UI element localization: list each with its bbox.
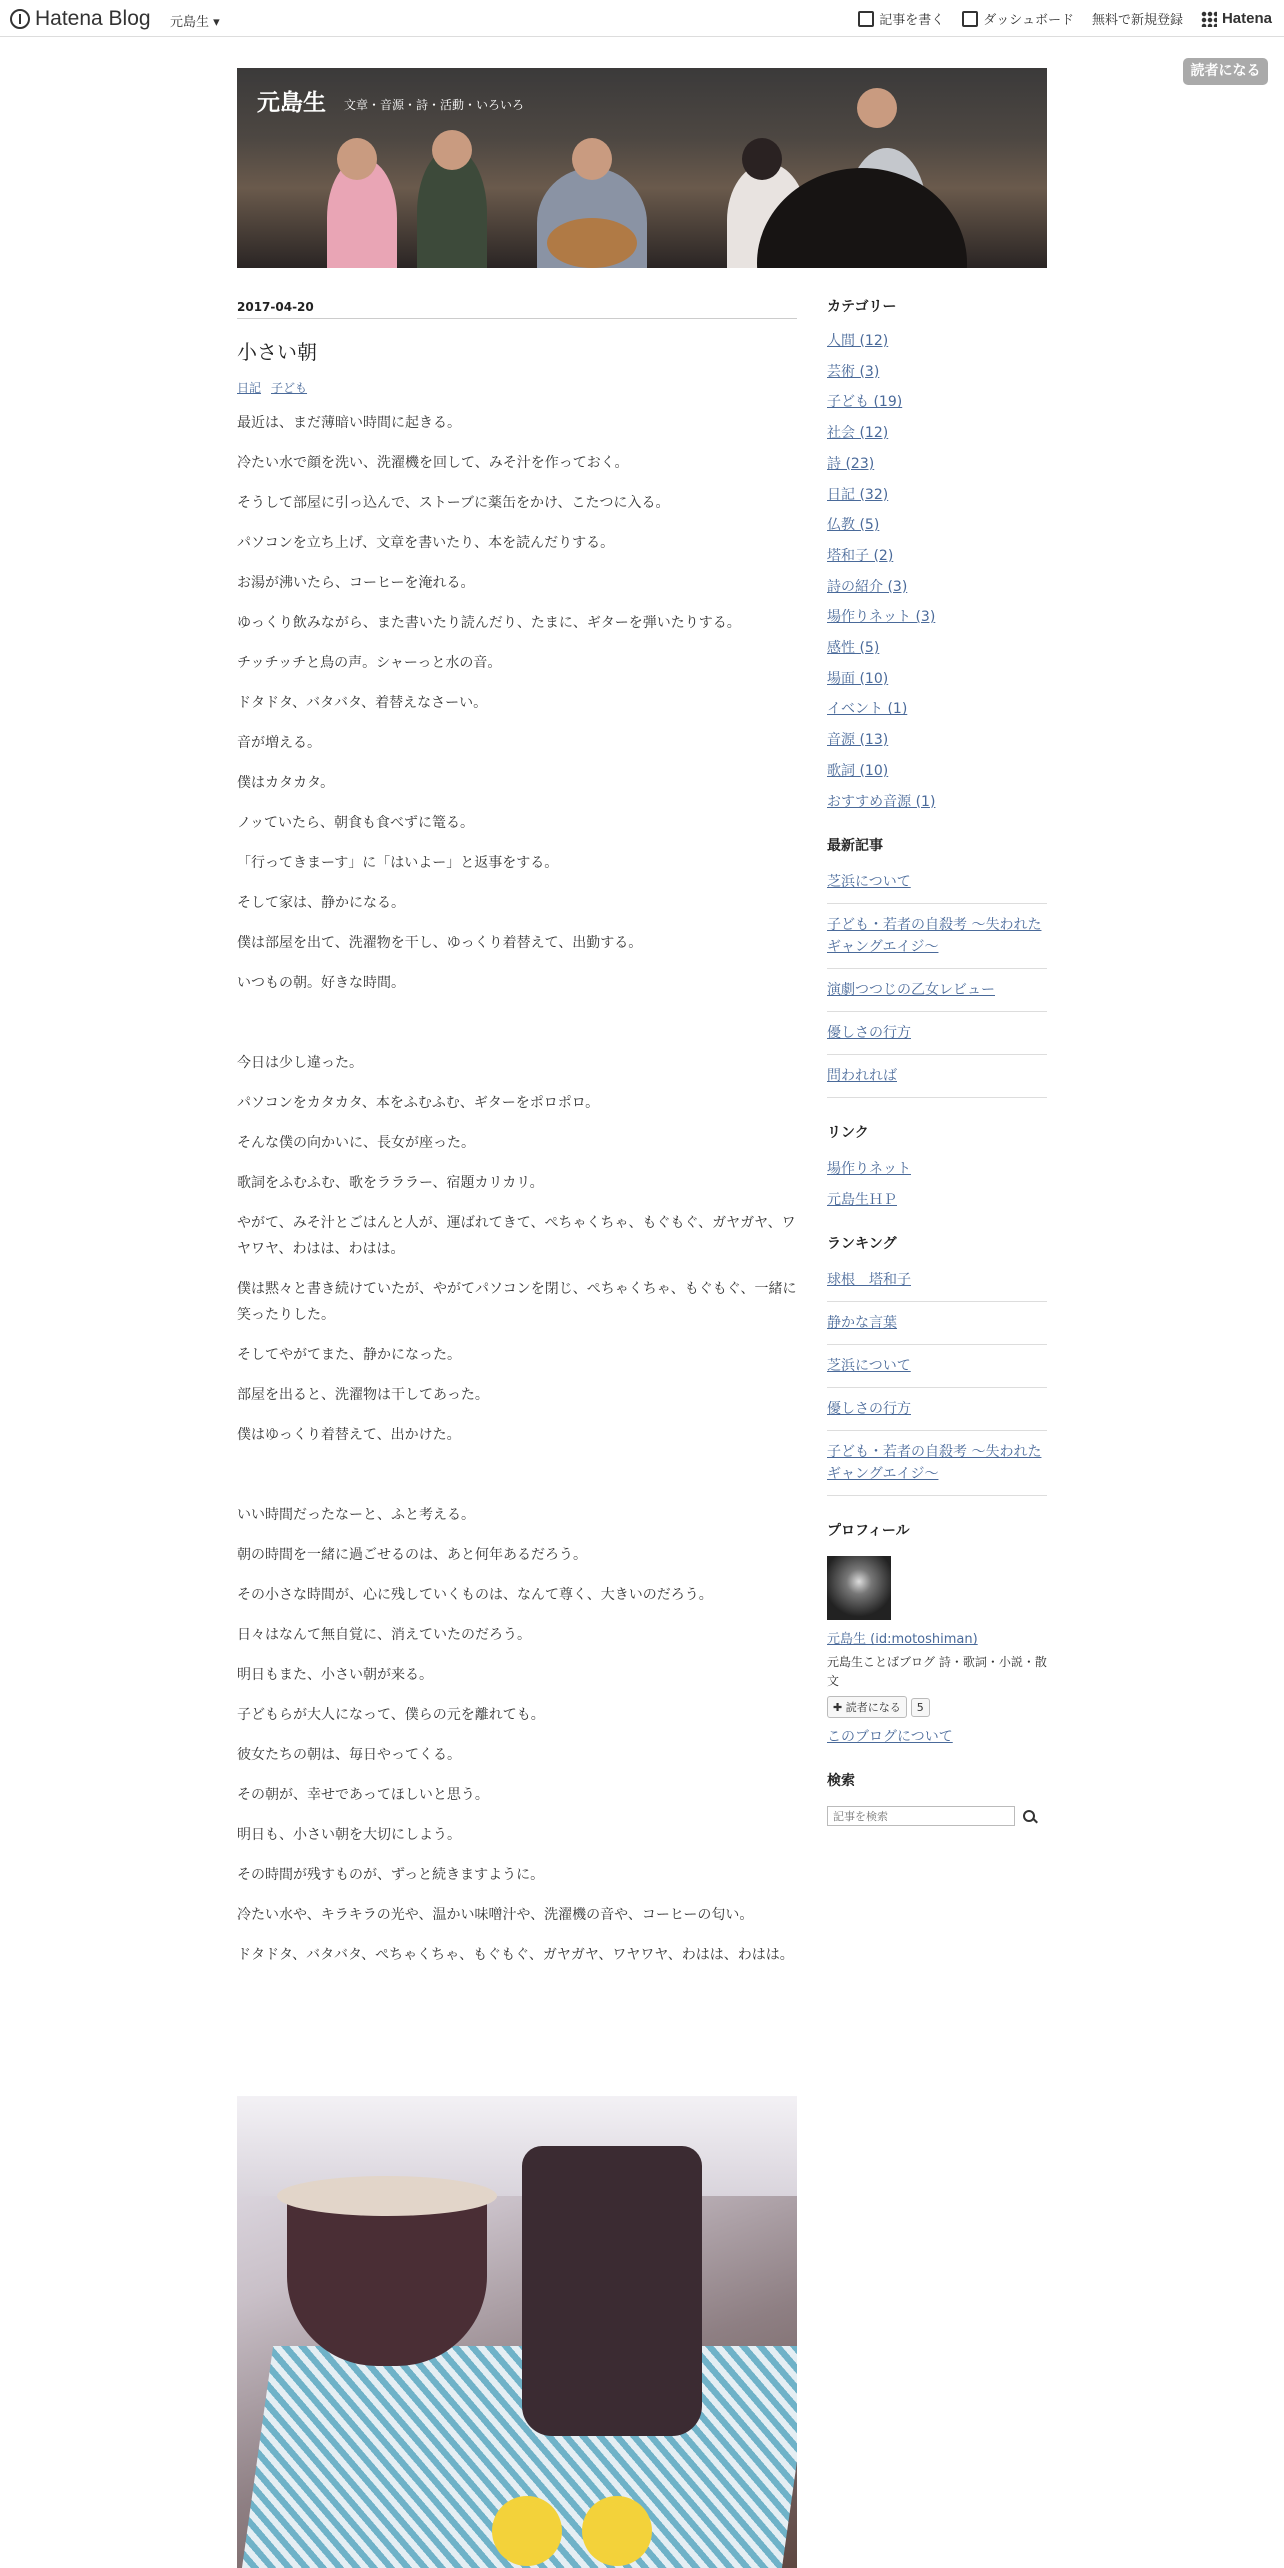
profile-actions (827, 1696, 1047, 1718)
category-link[interactable]: 場作りネット (3) (827, 609, 936, 626)
category-link[interactable]: 人間 (12) (827, 333, 889, 349)
ranking-entry-link[interactable]: 静かな言葉 (827, 1312, 1047, 1345)
entry-paragraph: そしてやがてまた、静かになった。 (237, 1347, 461, 1363)
recent-heading: 最新記事 (827, 838, 883, 855)
search-heading: 検索 (827, 1773, 855, 1790)
ranking-module (827, 1233, 1047, 1496)
entry-paragraph (237, 1462, 797, 1488)
category-link[interactable]: おすすめ音源 (1) (827, 793, 936, 810)
entry-paragraph: 朝の時間を一緒に過ごせるのは、あと何年あるだろう。 (237, 1547, 587, 1563)
entry-paragraph: 「行ってきまーす」に「はいよー」と返事をする。 (237, 855, 559, 871)
category-link[interactable]: 詩 (23) (827, 455, 875, 472)
blog-description: 文章・音源・詩・活動・いろいろ (344, 98, 525, 112)
entry-paragraph: 明日もまた、小さい朝が来る。 (237, 1667, 433, 1683)
profile-subscribe-button[interactable] (827, 1696, 907, 1718)
brand-text: Hatena Blog (35, 7, 151, 30)
entry-paragraph: 彼女たちの朝は、毎日やってくる。 (237, 1747, 461, 1763)
article (237, 300, 797, 1982)
entry-paragraph (237, 1010, 797, 1036)
recent-entry-link[interactable]: 子ども・若者の自殺考 ～失われたギャングエイジ～ (827, 914, 1047, 969)
entry-paragraph: ドタドタ、バタバタ、着替えなさーい。 (237, 695, 488, 711)
hatena-dots-icon (1201, 11, 1217, 27)
header-photo-figure (572, 138, 612, 180)
search-module (827, 1770, 1047, 1826)
search-row (827, 1806, 1047, 1826)
entry-paragraph: お湯が沸いたら、コーヒーを淹れる。 (237, 575, 475, 591)
ranking-entry-link[interactable]: 球根 塔和子 (827, 1269, 1047, 1302)
entry-paragraph: 冷たい水や、キラキラの光や、温かい味噌汁や、洗濯機の音や、コーヒーの匂い。 (237, 1907, 754, 1923)
hatena-blog-logo[interactable] (10, 7, 151, 31)
entry-paragraph: 僕は黙々と書き続けていたが、やがてパソコンを閉じ、ぺちゃくちゃ、もぐもぐ、一緒に笑ったりした。 (237, 1281, 797, 1323)
category-link[interactable]: 歌詞 (10) (827, 762, 889, 779)
ranking-entry-link[interactable]: 優しさの行方 (827, 1398, 1047, 1431)
entry-paragraph: 今日は少し違った。 (237, 1055, 363, 1071)
photo-chick-figure (582, 2496, 652, 2566)
links-heading: リンク (827, 1125, 869, 1142)
subscribe-label: 読者になる (845, 1701, 901, 1715)
recent-entry-link[interactable]: 問われれば (827, 1065, 1047, 1098)
entry-date[interactable]: 2017-04-20 (237, 300, 797, 319)
ranking-heading: ランキング (827, 1236, 897, 1253)
global-header (0, 0, 1284, 37)
header-photo-guitar (547, 218, 637, 268)
category-link[interactable]: 詩の紹介 (3) (827, 578, 908, 595)
dashboard-link[interactable] (962, 9, 1074, 28)
recent-module (827, 835, 1047, 1098)
entry-categories (237, 379, 797, 396)
blog-title[interactable]: 元島生 (257, 90, 326, 116)
profile-heading: プロフィール (827, 1523, 910, 1540)
pencil-icon (858, 11, 874, 27)
entry-paragraph: 僕は部屋を出て、洗濯物を干し、ゆっくり着替えて、出勤する。 (237, 935, 643, 951)
entry-paragraph: パソコンを立ち上げ、文章を書いたり、本を読んだりする。 (237, 535, 615, 551)
recent-entry-link[interactable]: 演劇つつじの乙女レビュー (827, 979, 1047, 1012)
entry-paragraph: その小さな時間が、心に残していくものは、なんて尊く、大きいのだろう。 (237, 1587, 713, 1603)
search-icon[interactable] (1023, 1810, 1035, 1822)
signup-link[interactable]: 無料で新規登録 (1091, 13, 1183, 28)
ranking-entry-link[interactable]: 芝浜について (827, 1355, 1047, 1388)
entry-paragraph: ドタドタ、バタバタ、ぺちゃくちゃ、もぐもぐ、ガヤガヤ、ワヤワヤ、わはは、わはは。 (237, 1947, 794, 1963)
subscribe-button[interactable]: 読者になる (1183, 58, 1268, 85)
entry-paragraph: いい時間だったなーと、ふと考える。 (237, 1507, 475, 1523)
entry-title[interactable]: 小さい朝 (237, 340, 317, 364)
links-list (827, 1158, 1047, 1209)
category-link[interactable]: 場面 (10) (827, 670, 889, 687)
hatena-menu[interactable] (1201, 10, 1272, 27)
entry-paragraph: いつもの朝。好きな時間。 (237, 975, 405, 991)
entry-paragraph: 明日も、小さい朝を大切にしよう。 (237, 1827, 461, 1843)
header-photo-figure (337, 138, 377, 180)
entry-paragraph: パソコンをカタカタ、本をふむふむ、ギターをポロポロ。 (237, 1095, 600, 1111)
entry-paragraph: 子どもらが大人になって、僕らの元を離れても。 (237, 1707, 545, 1723)
ranking-entry-link[interactable]: 子ども・若者の自殺考 ～失われたギャングエイジ～ (827, 1441, 1047, 1496)
header-photo-figure (742, 138, 782, 180)
plus-icon: ✚ (833, 1701, 846, 1715)
recent-entry-link[interactable]: 優しさの行方 (827, 1022, 1047, 1055)
category-link[interactable]: 塔和子 (2) (827, 547, 894, 564)
entry-paragraph: 冷たい水で顔を洗い、洗濯機を回して、みそ汁を作っておく。 (237, 455, 629, 471)
entry-paragraph: そんな僕の向かいに、長女が座った。 (237, 1135, 475, 1151)
entry-paragraph: その朝が、幸せであってほしいと思う。 (237, 1787, 489, 1803)
hatena-logo-icon (10, 9, 30, 29)
recent-entry-link[interactable]: 芝浜について (827, 871, 1047, 904)
write-article-link[interactable] (858, 9, 944, 28)
entry-paragraph: ノッていたら、朝食も食べずに篭る。 (237, 815, 475, 831)
coffee-photo (237, 2096, 797, 2568)
subscriber-count[interactable]: 5 (911, 1698, 930, 1717)
entry-paragraph: 日々はなんて無自覚に、消えていたのだろう。 (237, 1627, 531, 1643)
links-module (827, 1122, 1047, 1209)
ranking-list (827, 1269, 1047, 1496)
hatena-label: Hatena (1221, 10, 1272, 27)
entry-paragraph: 僕はカタカタ。 (237, 775, 335, 791)
profile-module (827, 1520, 1047, 1746)
entry-paragraph: そうして部屋に引っ込んで、ストーブに薬缶をかけ、こたつに入る。 (237, 495, 670, 511)
category-link[interactable]: 子ども (271, 381, 308, 395)
profile-name-link[interactable]: 元島生 (id:motoshiman) (827, 1632, 978, 1648)
dashboard-icon (962, 11, 978, 27)
photo-chick-figure (492, 2496, 562, 2566)
about-blog-link[interactable]: このブログについて (827, 1729, 953, 1746)
category-link[interactable]: 日記 (237, 381, 262, 395)
photo-cup (522, 2146, 702, 2436)
entry-paragraph: チッチッチと鳥の声。シャーっと水の音。 (237, 655, 502, 671)
entry-paragraph: ゆっくり飲みながら、また書いたり読んだり、たまに、ギターを弾いたりする。 (237, 615, 741, 631)
categories-heading: カテゴリー (827, 299, 897, 315)
category-link[interactable]: 子ども (19) (827, 394, 903, 411)
entry-body (237, 410, 797, 1968)
categories-module (827, 296, 1047, 811)
photo-dripper-rim (277, 2176, 497, 2216)
entry-paragraph: そして家は、静かになる。 (237, 895, 405, 911)
category-link[interactable]: 感性 (5) (827, 640, 880, 657)
category-list (827, 332, 1047, 811)
entry-paragraph: 歌詞をふむふむ、歌をラララー、宿題カリカリ。 (237, 1175, 544, 1191)
category-link[interactable]: 社会 (12) (827, 425, 889, 442)
category-link[interactable]: 日記 (32) (827, 486, 889, 503)
category-link[interactable]: 音源 (13) (827, 732, 889, 749)
blog-header-image[interactable] (237, 68, 1047, 268)
recent-list (827, 871, 1047, 1098)
entry-paragraph: 最近は、まだ薄暗い時間に起きる。 (237, 415, 461, 431)
avatar[interactable] (827, 1556, 891, 1620)
entry-paragraph: やがて、みそ汁とごはんと人が、運ばれてきて、ぺちゃくちゃ、もぐもぐ、ガヤガヤ、ワヤワヤ、わはは、わはは。 (237, 1215, 796, 1257)
search-input[interactable] (827, 1806, 1015, 1826)
header-photo-figure (432, 130, 472, 170)
entry-paragraph: その時間が残すものが、ずっと続きますように。 (237, 1867, 545, 1883)
header-photo-figure (857, 88, 897, 128)
entry-paragraph: 音が増える。 (237, 735, 321, 751)
profile-description: 元島生ことばブログ 詩・歌詞・小説・散文 (827, 1655, 1047, 1689)
blog-menu[interactable]: 元島生 ▾ (170, 15, 220, 30)
entry-paragraph: 僕はゆっくり着替えて、出かけた。 (237, 1427, 461, 1443)
dashboard-label: ダッシュボード (983, 13, 1074, 28)
sidebar (827, 296, 1047, 1850)
header-actions (858, 9, 1272, 28)
write-label: 記事を書く (879, 13, 945, 28)
entry-paragraph: 部屋を出ると、洗濯物は干してあった。 (237, 1387, 489, 1403)
external-link[interactable]: 場作りネット (827, 1161, 911, 1178)
category-link[interactable]: 芸術 (3) (827, 363, 880, 380)
category-link[interactable]: 仏教 (5) (827, 517, 880, 534)
category-link[interactable]: イベント (1) (827, 701, 908, 718)
external-link[interactable]: 元島生ＨＰ (827, 1192, 897, 1209)
